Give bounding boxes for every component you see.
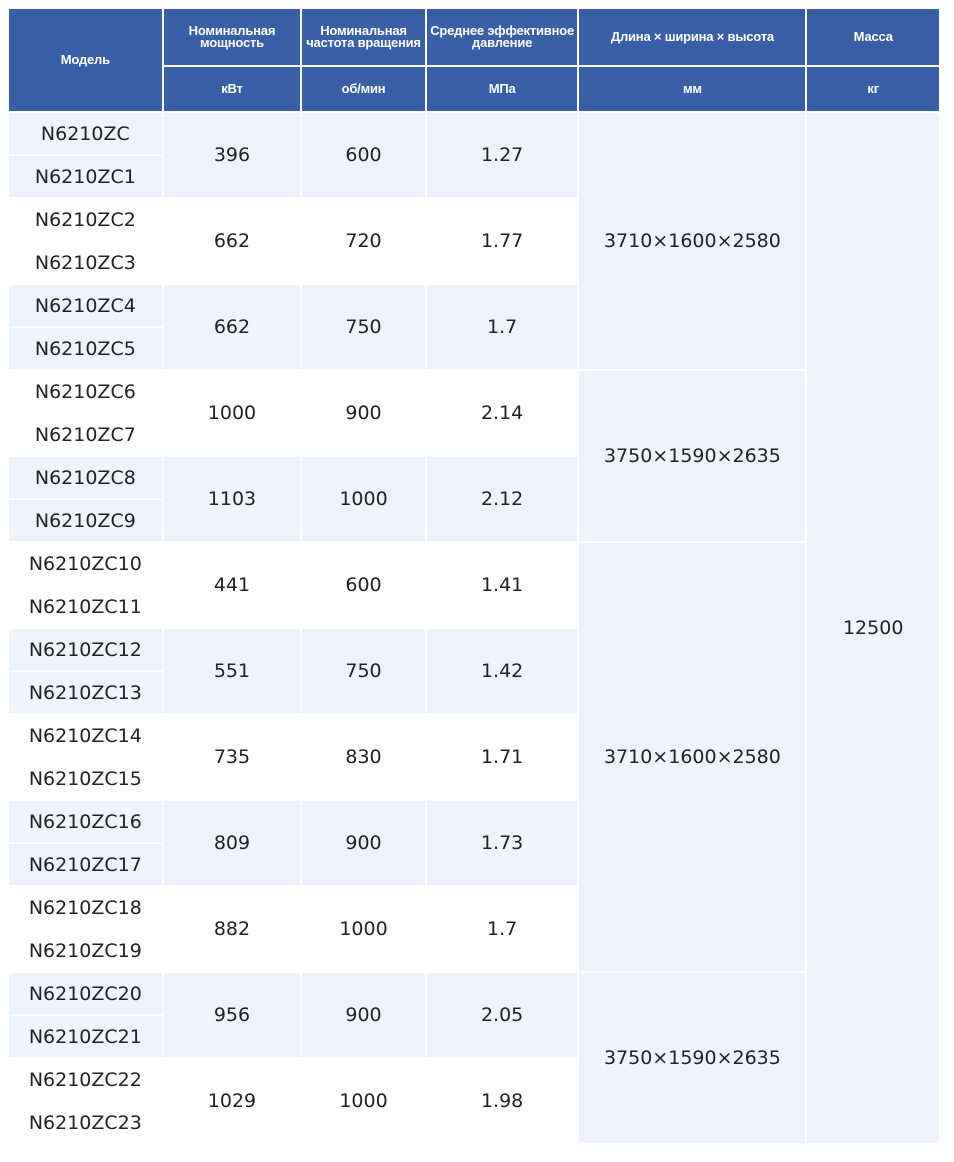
model-cell: N6210ZC14 [9,715,162,756]
model-cell: N6210ZC15 [9,758,162,799]
power-cell: 551 [164,629,301,713]
pressure-cell: 1.27 [427,113,578,197]
model-cell: N6210ZC23 [9,1102,162,1143]
model-cell: N6210ZC10 [9,543,162,584]
pressure-cell: 2.12 [427,457,578,541]
model-cell: N6210ZC [9,113,162,154]
speed-cell: 1000 [302,887,425,971]
unit-speed: об/мин [302,67,425,111]
header-dims: Длина × ширина × высота [579,9,805,65]
pressure-cell: 1.77 [427,199,578,283]
model-cell: N6210ZC5 [9,328,162,369]
speed-cell: 900 [302,371,425,455]
unit-pressure: МПа [427,67,578,111]
power-cell: 882 [164,887,301,971]
model-cell: N6210ZC1 [9,156,162,197]
power-cell: 441 [164,543,301,627]
unit-mass: кг [807,67,939,111]
model-cell: N6210ZC17 [9,844,162,885]
speed-cell: 1000 [302,1059,425,1143]
header-power: Номинальная мощность [164,9,301,65]
model-cell: N6210ZC8 [9,457,162,498]
unit-power: кВт [164,67,301,111]
power-cell: 662 [164,285,301,369]
table-row [9,371,939,412]
model-cell: N6210ZC2 [9,199,162,240]
header-speed: Номинальная частота вращения [302,9,425,65]
speed-cell: 600 [302,543,425,627]
speed-cell: 720 [302,199,425,283]
pressure-cell: 2.14 [427,371,578,455]
power-cell: 396 [164,113,301,197]
header-model: Модель [9,9,162,111]
power-cell: 662 [164,199,301,283]
model-cell: N6210ZC7 [9,414,162,455]
pressure-cell: 1.7 [427,285,578,369]
power-cell: 809 [164,801,301,885]
model-cell: N6210ZC18 [9,887,162,928]
header-mass: Масса [807,9,939,65]
power-cell: 956 [164,973,301,1057]
pressure-cell: 1.71 [427,715,578,799]
model-cell: N6210ZC20 [9,973,162,1014]
speed-cell: 750 [302,285,425,369]
header-pressure: Среднее эффективное давление [427,9,578,65]
model-cell: N6210ZC21 [9,1016,162,1057]
table-row [9,543,939,584]
speed-cell: 830 [302,715,425,799]
model-cell: N6210ZC16 [9,801,162,842]
pressure-cell: 2.05 [427,973,578,1057]
model-cell: N6210ZC13 [9,672,162,713]
pressure-cell: 1.42 [427,629,578,713]
model-cell: N6210ZC4 [9,285,162,326]
speed-cell: 900 [302,801,425,885]
pressure-cell: 1.41 [427,543,578,627]
dimensions-cell: 3710×1600×2580 [579,113,805,369]
dimensions-cell: 3750×1590×2635 [579,973,805,1143]
table-row [9,973,939,1014]
speed-cell: 1000 [302,457,425,541]
model-cell: N6210ZC22 [9,1059,162,1100]
mass-cell: 12500 [807,113,939,1143]
power-cell: 1029 [164,1059,301,1143]
speed-cell: 900 [302,973,425,1057]
power-cell: 1000 [164,371,301,455]
dimensions-cell: 3750×1590×2635 [579,371,805,541]
model-cell: N6210ZC19 [9,930,162,971]
model-cell: N6210ZC11 [9,586,162,627]
model-cell: N6210ZC6 [9,371,162,412]
model-cell: N6210ZC3 [9,242,162,283]
power-cell: 735 [164,715,301,799]
speed-cell: 750 [302,629,425,713]
pressure-cell: 1.98 [427,1059,578,1143]
power-cell: 1103 [164,457,301,541]
pressure-cell: 1.7 [427,887,578,971]
model-cell: N6210ZC9 [9,500,162,541]
unit-dims: мм [579,67,805,111]
engine-spec-table [7,7,941,1145]
dimensions-cell: 3710×1600×2580 [579,543,805,971]
model-cell: N6210ZC12 [9,629,162,670]
pressure-cell: 1.73 [427,801,578,885]
table-body [9,113,939,1143]
table-row [9,113,939,154]
speed-cell: 600 [302,113,425,197]
